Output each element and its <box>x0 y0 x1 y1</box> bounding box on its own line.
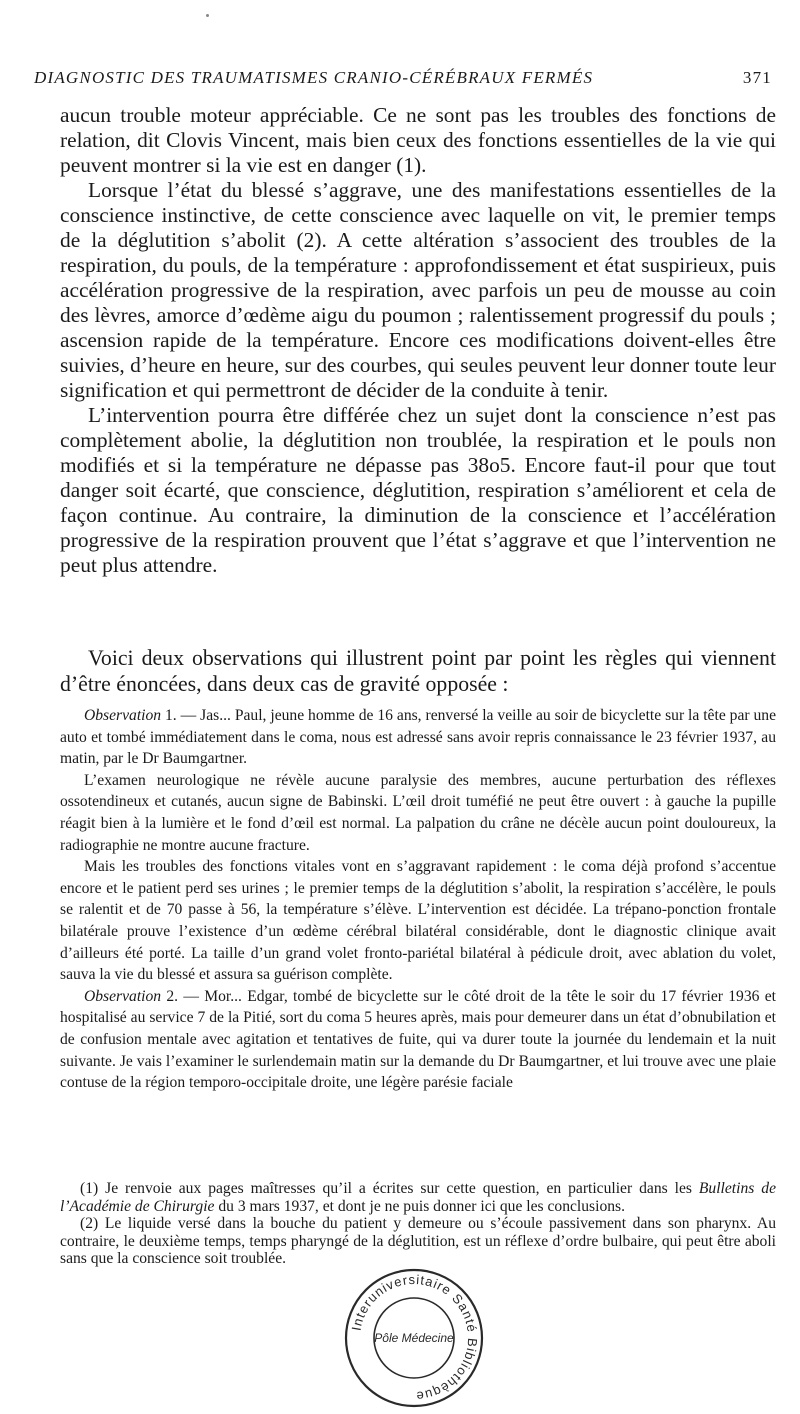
paragraph-intervention: L’intervention pourra être différée chez un sujet dont la conscience n’est pas complètement abolie, la déglutition non troublée, la respiration et le pouls non modifiés et si la température ne dépasse pas 38o5. Encore faut-il pour que tout danger soit écarté, que conscience, déglutition, respiration s’améliorent et cela de façon continue. Au contraire, la diminution de la conscience et l’accélération progressive de la respiration prouvent que l’état s’aggrave et que l’intervention ne peut plus attendre. <box>60 403 776 577</box>
paragraph-consciousness: Lorsque l’état du blessé s’aggrave, une des manifestations essentielles de la conscience instinctive, de cette conscience avec laquelle on vit, le premier temps de la déglutition s’abolit (2). A cette altération s’associent des troubles de la respiration, du pouls, de la température : approfondissement et état suspirieux, puis accélération progressive de la respiration, avec parfois un peu de mousse au coin des lèvres, amorce d’œdème aigu du poumon ; ralentissement progressif du pouls ; ascension rapide de la température. Encore ces modifications doivent-elles être suivies, d’heure en heure, sur des courbes, qui seules peuvent leur donner toute leur signification et qui permettront de décider de la conduite à tenir. <box>60 178 776 402</box>
observation-1-intro <box>60 705 776 770</box>
footnote-2: (2) Le liquide versé dans la bouche du patient y demeure ou s’écoule passivement dans son pharynx. Au contraire, le deuxième temps, temps pharyngé de la déglutition, est un réflexe d’ordre bulbaire, qui peut être aboli sans que la conscience soit troublée. <box>60 1215 776 1267</box>
library-stamp-icon <box>338 1262 490 1414</box>
observation-2-text: 2. — Mor... Edgar, tombé de bicyclette sur le côté droit de la tête le soir du 17 février 1936 et hospitalisé au service 7 de la Pitié, sort du coma 5 heures après, mais pour demeurer dans un état d’obnubilation et de confusion mentale avec agitation et tentatives de fuite, qui va durer toute la journée du lendemain et la nuit suivante. Je vais l’examiner le surlendemain matin sur la demande du Dr Baumgartner, et lui trouve avec une plaie contuse de la région temporo-occipitale droite, une légère parésie faciale <box>60 987 776 1092</box>
observation-2-intro <box>60 986 776 1094</box>
observation-1-label: Observation <box>84 707 162 724</box>
footnote-1-journal: Bulletins de l’Académie de Chirurgie <box>60 1180 776 1215</box>
stamp-ring-text: Interuniversitaire Santé Bibliothèque <box>348 1271 481 1405</box>
footnotes <box>60 1180 776 1268</box>
observation-1-text: 1. — Jas... Paul, jeune homme de 16 ans, renversé la veille au soir de bicyclette sur la tête par une auto et tombé immédiatement dans le coma, nous est adressé sans avoir repris connaissance le 23 février 1937, au matin, par le Dr Baumgartner. <box>60 707 776 768</box>
footnote-1: (1) Je renvoie aux pages maîtresses qu’il a écrites sur cette question, en particulier dans les Bulletins de l’Académie de Chirurgie du 3 mars 1937, et dont je ne puis donner ici que les conclusions. <box>60 1180 776 1215</box>
main-text <box>60 103 776 578</box>
observations <box>60 705 776 1094</box>
paragraph-continuation: aucun trouble moteur appréciable. Ce ne sont pas les troubles des fonctions de relation, dit Clovis Vincent, mais bien ceux des fonctions essentielles de la vie qui peuvent montrer si la vie est en danger (1). <box>60 103 776 177</box>
intro-paragraph: Voici deux observations qui illustrent point par point les règles qui viennent d’être énoncées, dans deux cas de gravité opposée : <box>60 646 776 696</box>
running-header <box>34 68 772 94</box>
running-title: DIAGNOSTIC DES TRAUMATISMES CRANIO-CÉRÉBRAUX FERMÉS <box>34 68 594 87</box>
speck <box>206 14 209 17</box>
page-number: 371 <box>742 68 772 87</box>
stamp-center-text: Pôle Médecine <box>374 1331 454 1345</box>
observations-intro <box>60 646 776 697</box>
observation-2-label: Observation <box>84 987 162 1005</box>
observation-1-exam: L’examen neurologique ne révèle aucune paralysie des membres, aucune perturbation des réflexes ossotendineux et cutanés, aucun signe de Babinski. L’œil droit tuméfié ne peut être ouvert : à gauche la pupille réagit bien à la lumière et le fond d’œil est normal. La palpation du crâne ne décèle aucun point douloureux, la radiographie ne montre aucune fracture. <box>60 771 776 854</box>
observation-1-outcome: Mais les troubles des fonctions vitales vont en s’aggravant rapidement : le coma déjà profond s’accentue encore et le patient perd ses urines ; le premier temps de la déglutition s’abolit, la respiration s’accélère, le pouls se ralentit et de 70 passe à 56, la température s’élève. L’intervention est décidée. La trépano-ponction frontale bilatérale prouve l’existence d’un œdème cérébral bilatéral considérable, dont le diagnostic clinique avait d’ailleurs été porté. La taille d’un grand volet fronto-pariétal bilatéral à pédicule droit, avec ablation du volet, sauva la vie du blessé et assura sa guérison complète. <box>60 858 776 984</box>
